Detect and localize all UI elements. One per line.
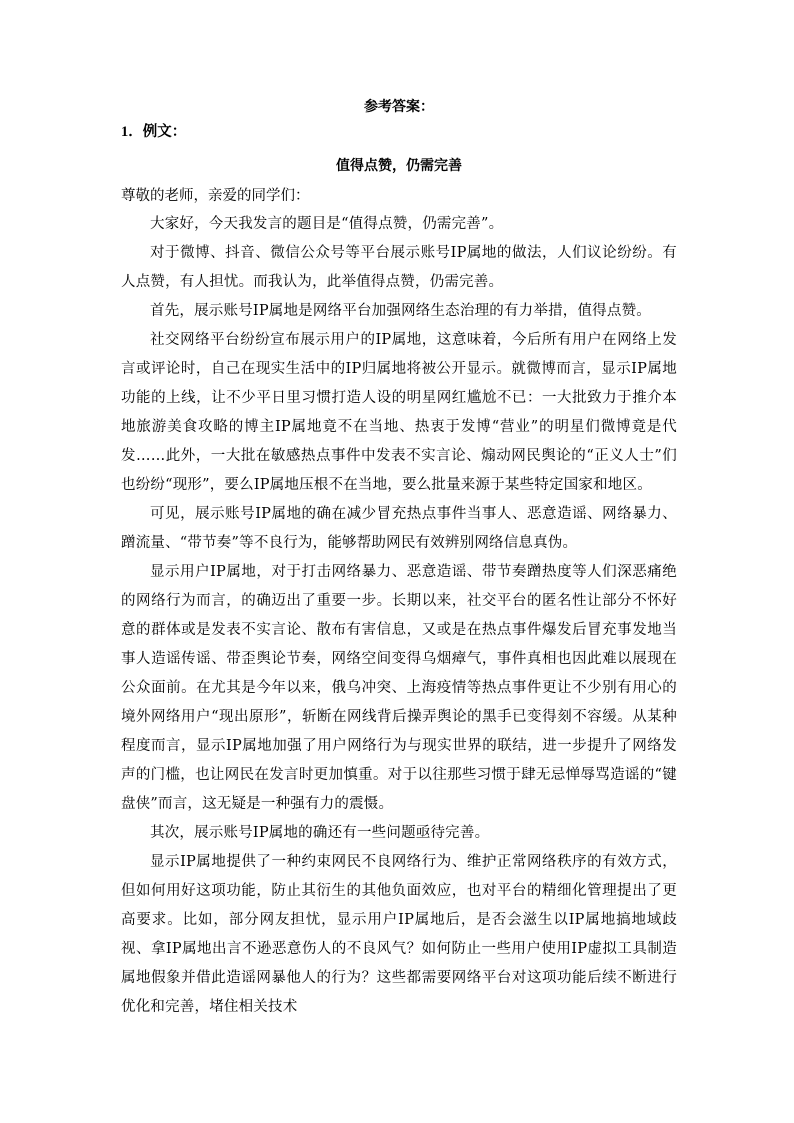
paragraph-improvement: 显示IP属地提供了一种约束网民不良网络行为、维护正常网络秩序的有效方式，但如何用好这项功能，防止其衍生的其他负面效应，也对平台的精细化管理提出了更高要求。比如，部分网友担忧，显示用户IP属地后，是否会滋生以IP属地搞地域歧视、拿IP属地出言不逊恶意伤人的不良风气？如何防止一些用户使用IP虚拟工具制造属地假象并借此造谣网暴他人的行为？这些都需要网络平台对这项功能后续不断进行优化和完善，堵住相关技术 [121,854,677,1015]
paragraph-second-point: 其次，展示账号IP属地的确还有一些问题亟待完善。 [150,825,490,841]
salutation: 尊敬的老师，亲爱的同学们： [121,188,310,204]
paragraph-first-point: 首先，展示账号IP属地是网络平台加强网络生态治理的有力举措，值得点赞。 [150,303,651,319]
paragraph-platform-example: 社交网络平台纷纷宣布展示用户的IP属地，这意味着，今后所有用户在网络上发言或评论时，自己在现实生活中的IP归属地将被公开显示。就微博而言，显示IP属地功能的上线，让不少平日里习惯打造人设的明星网红尴尬不已：一大批致力于推介本地旅游美食攻略的博主IP属地竟不在当地、热衷于发博“营业”的明星们微博竟是代发……此外，一大批在敏感热点事件中发表不实言论、煽动网民舆论的“正义人士”们也纷纷“现形”，要么IP属地压根不在当地，要么批量来源于某些特定国家和地区。 [121,332,677,493]
essay-title: 值得点赞，仍需完善 [336,158,462,174]
question-label: 1．例文： [121,124,187,140]
paragraph-network-governance: 显示用户IP属地，对于打击网络暴力、恶意造谣、带节奏蹭热度等人们深恶痛绝的网络行为而言，的确迈出了重要一步。长期以来，社交平台的匿名性让部分不怀好意的群体或是发表不实言论、散布有害信息，又或是在热点事件爆发后冒充事发地当事人造谣传谣、带歪舆论节奏，网络空间变得乌烟瘴气，事件真相也因此难以展现在公众面前。在尤其是今年以来，俄乌冲突、上海疫情等热点事件更让不少别有用心的境外网络用户“现出原形”，斩断在网线背后操弄舆论的黑手已变得刻不容缓。从某种程度而言，显示IP属地加强了用户网络行为与现实世界的联结，进一步提升了网络发声的门槛，也让网民在发言时更加慎重。对于以往那些习惯于肆无忌惮辱骂造谣的“键盘侠”而言，这无疑是一种强有力的震慑。 [121,564,677,812]
answer-heading: 参考答案： [364,99,434,115]
paragraph-introduction: 对于微博、抖音、微信公众号等平台展示账号IP属地的做法，人们议论纷纷。有人点赞，有人担忧。而我认为，此举值得点赞，仍需完善。 [121,245,677,290]
paragraph-conclusion-first-point: 可见，展示账号IP属地的确在减少冒充热点事件当事人、恶意造谣、网络暴力、蹭流量、“带节奏”等不良行为，能够帮助网民有效辨别网络信息真伪。 [121,506,677,551]
paragraph-greeting: 大家好，今天我发言的题目是“值得点赞，仍需完善”。 [150,216,504,232]
document-content [121,96,677,1022]
